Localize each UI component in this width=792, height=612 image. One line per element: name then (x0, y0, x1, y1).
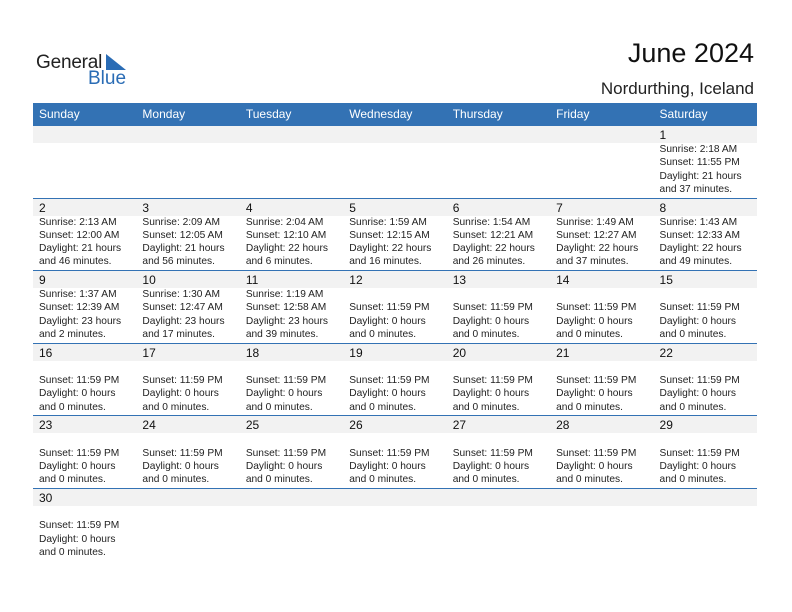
day-detail-line: and 0 minutes. (659, 401, 727, 413)
day-number (246, 126, 343, 143)
day-number: 21 (556, 345, 570, 360)
calendar-title: June 2024 (627, 38, 754, 68)
day-detail-line: and 49 minutes. (659, 256, 733, 268)
day-detail-line: Daylight: 0 hours (349, 388, 426, 400)
day-detail-line: Daylight: 22 hours (659, 243, 742, 255)
day-detail-line: Sunset: 11:59 PM (556, 447, 637, 459)
day-number: 14 (556, 273, 570, 288)
day-detail-line: Daylight: 0 hours (39, 533, 116, 545)
day-number: 16 (39, 345, 53, 360)
day-detail-line: Sunset: 11:59 PM (452, 447, 533, 459)
day-detail-line (556, 361, 653, 374)
day-detail-line: Sunset: 12:15 AM (349, 229, 430, 241)
day-cell (550, 416, 653, 486)
day-cell (343, 126, 446, 196)
day-detail-line: and 2 minutes. (39, 329, 106, 341)
day-detail-line (246, 433, 343, 446)
day-detail-line (453, 433, 550, 446)
day-detail-line: Daylight: 0 hours (556, 388, 633, 400)
day-detail-line: Sunset: 12:39 AM (39, 302, 120, 314)
day-detail-line: and 37 minutes. (556, 256, 629, 268)
day-cell (343, 344, 446, 414)
day-detail-line (556, 433, 653, 446)
day-number (556, 126, 653, 143)
day-cell (240, 344, 343, 414)
day-cell (33, 126, 136, 196)
day-detail-line: and 0 minutes. (452, 401, 520, 413)
day-cell (447, 416, 550, 486)
day-cell (240, 126, 343, 196)
day-detail-line: and 0 minutes. (39, 546, 106, 558)
day-cell (447, 271, 550, 341)
day-cell (33, 416, 136, 486)
weekday-label: Thursday (452, 107, 503, 121)
day-detail-line: and 0 minutes. (142, 401, 210, 413)
day-detail-line: and 0 minutes. (452, 474, 520, 486)
week-days (33, 271, 757, 341)
day-number (453, 126, 550, 143)
day-detail-line: and 0 minutes. (659, 329, 727, 341)
day-number: 26 (349, 418, 363, 433)
day-number: 9 (39, 273, 46, 288)
day-detail-line: Daylight: 23 hours (142, 315, 225, 327)
day-detail-line: Daylight: 0 hours (349, 315, 426, 327)
day-number (39, 126, 136, 143)
day-detail-line: Daylight: 0 hours (245, 388, 323, 400)
day-detail-line: and 0 minutes. (556, 401, 623, 413)
day-detail-line: Sunset: 12:00 AM (39, 229, 120, 241)
day-detail-line (39, 506, 136, 519)
day-number: 27 (452, 418, 467, 433)
day-detail-line: and 37 minutes. (659, 183, 733, 195)
day-detail-line: Daylight: 22 hours (556, 243, 639, 255)
day-detail-line: and 0 minutes. (349, 474, 417, 486)
day-cell (33, 199, 136, 269)
day-detail-line: Daylight: 0 hours (142, 388, 219, 400)
day-detail-line: Daylight: 0 hours (556, 315, 633, 327)
day-detail-line (660, 361, 757, 374)
day-detail-line (453, 361, 550, 374)
weekday-label: Tuesday (245, 107, 292, 121)
day-number: 7 (556, 200, 563, 215)
day-detail-line: Daylight: 21 hours (39, 243, 122, 255)
weekday-label: Wednesday (349, 107, 413, 121)
day-detail-line: Daylight: 0 hours (245, 460, 323, 472)
day-detail-line: Daylight: 0 hours (39, 388, 116, 400)
day-detail-line: Daylight: 0 hours (659, 388, 736, 400)
day-number: 15 (659, 273, 673, 288)
day-cell (136, 344, 239, 414)
weekday-label: Monday (142, 107, 186, 121)
day-cell (240, 416, 343, 486)
day-detail-line: Sunset: 11:59 PM (142, 375, 223, 387)
day-cell (654, 344, 757, 414)
day-cell (240, 199, 343, 269)
week-row (33, 271, 757, 344)
day-detail-line: Sunset: 11:59 PM (452, 302, 533, 314)
day-detail-line (349, 433, 446, 446)
day-cell (136, 126, 239, 196)
day-cell (136, 416, 239, 486)
day-cell (447, 126, 550, 196)
day-detail-line: Daylight: 23 hours (39, 315, 122, 327)
day-detail-line: and 56 minutes. (142, 256, 215, 268)
day-detail-line: Daylight: 22 hours (349, 243, 432, 255)
day-cell (550, 199, 653, 269)
day-detail-line: Sunset: 11:59 PM (659, 302, 740, 314)
day-detail-line (142, 361, 239, 374)
day-cell (447, 199, 550, 269)
day-detail-line: and 0 minutes. (349, 329, 417, 341)
day-cell (654, 271, 757, 341)
day-detail-line: and 46 minutes. (39, 256, 112, 268)
day-number: 2 (39, 200, 46, 215)
logo-text-blue: Blue (88, 68, 127, 89)
day-number: 20 (452, 345, 467, 360)
day-cell (343, 271, 446, 341)
day-detail-line: and 0 minutes. (39, 401, 106, 413)
day-detail-line (142, 433, 239, 446)
day-detail-line: Sunset: 11:59 PM (142, 447, 223, 459)
day-detail-line (660, 288, 757, 301)
day-detail-line: Sunset: 12:58 AM (245, 302, 327, 314)
day-detail-line: Daylight: 0 hours (452, 315, 530, 327)
day-detail-line: Sunset: 11:59 PM (39, 447, 120, 459)
day-number: 24 (142, 418, 156, 433)
day-detail-line: Sunrise: 2:18 AM (659, 144, 738, 155)
day-detail-line (453, 288, 550, 301)
day-detail-line: and 39 minutes. (245, 329, 319, 341)
day-number: 4 (245, 200, 253, 215)
day-number: 3 (142, 200, 150, 215)
day-detail-line: Daylight: 22 hours (452, 243, 535, 255)
day-detail-line (349, 361, 446, 374)
day-detail-line: Sunset: 11:59 PM (349, 375, 430, 387)
day-detail-line: and 0 minutes. (245, 401, 313, 413)
day-detail-line: Sunset: 12:10 AM (245, 229, 327, 241)
day-cell (447, 344, 550, 414)
day-detail-line: Daylight: 0 hours (659, 315, 736, 327)
day-detail-line: Daylight: 21 hours (659, 170, 742, 182)
day-number: 1 (659, 128, 667, 142)
day-cell (33, 271, 136, 341)
day-cell (550, 126, 653, 196)
week-days (33, 126, 757, 196)
day-number: 5 (349, 200, 356, 215)
day-cell (550, 344, 653, 414)
week-days (33, 489, 757, 559)
day-detail-line: Sunrise: 1:30 AM (142, 289, 221, 301)
day-detail-line: Sunset: 11:59 PM (349, 302, 430, 314)
day-detail-line: Sunrise: 1:49 AM (556, 216, 634, 228)
day-detail-line: Sunset: 11:59 PM (245, 447, 327, 459)
weekday-label: Sunday (39, 107, 80, 121)
week-row (33, 126, 757, 199)
day-number: 25 (245, 418, 260, 433)
calendar-grid (33, 103, 757, 562)
day-detail-line: Sunset: 11:59 PM (39, 520, 120, 532)
day-detail-line: Daylight: 0 hours (556, 460, 633, 472)
day-number: 11 (245, 273, 259, 288)
day-detail-line: Daylight: 0 hours (452, 388, 530, 400)
day-number: 10 (142, 273, 156, 288)
day-detail-line: and 0 minutes. (556, 474, 623, 486)
day-cell (654, 126, 757, 196)
day-detail-line: and 0 minutes. (452, 329, 520, 341)
week-row (33, 416, 757, 489)
day-cell (33, 489, 136, 559)
day-detail-line (39, 361, 136, 374)
day-number: 29 (659, 418, 673, 433)
day-detail-line (39, 433, 136, 446)
day-cell (136, 199, 239, 269)
day-cell (343, 199, 446, 269)
weekday-label: Saturday (659, 107, 708, 121)
day-detail-line: Sunrise: 2:09 AM (142, 216, 221, 228)
day-detail-line: Sunset: 12:27 AM (556, 229, 637, 241)
day-detail-line: and 26 minutes. (452, 256, 526, 268)
day-number: 30 (39, 490, 53, 505)
calendar-location: Nordurthing, Iceland (600, 79, 754, 98)
day-detail-line: and 0 minutes. (142, 474, 210, 486)
day-detail-line: Sunset: 11:59 PM (659, 447, 740, 459)
day-cell (654, 416, 757, 486)
day-detail-line: Daylight: 21 hours (142, 243, 225, 255)
day-detail-line (660, 433, 757, 446)
day-number: 18 (245, 345, 260, 360)
day-detail-line: Sunset: 11:55 PM (659, 157, 740, 169)
weekday-header (33, 103, 757, 126)
day-cell (550, 271, 653, 341)
day-detail-line: Sunrise: 2:04 AM (245, 216, 324, 228)
week-row (33, 344, 757, 417)
day-detail-line: Sunrise: 1:37 AM (39, 289, 117, 301)
day-detail-line: Sunset: 11:59 PM (452, 375, 533, 387)
day-detail-line: Sunset: 11:59 PM (556, 302, 637, 314)
day-cell (33, 344, 136, 414)
week-days (33, 416, 757, 486)
brand-logo (36, 50, 156, 90)
day-number (142, 126, 239, 143)
day-detail-line: and 0 minutes. (245, 474, 313, 486)
day-detail-line: Sunrise: 1:59 AM (349, 216, 427, 228)
weekday-label: Friday (556, 107, 590, 121)
day-detail-line: Sunset: 12:47 AM (142, 302, 223, 314)
day-detail-line: Sunset: 11:59 PM (39, 375, 120, 387)
day-detail-line (349, 288, 446, 301)
day-number: 28 (556, 418, 570, 433)
day-cell (654, 199, 757, 269)
day-number: 6 (452, 200, 460, 215)
day-detail-line: Sunrise: 1:19 AM (245, 289, 324, 301)
day-cell (343, 416, 446, 486)
day-number: 22 (659, 345, 673, 360)
day-detail-line: Sunrise: 2:13 AM (39, 216, 117, 228)
day-number: 17 (142, 345, 156, 360)
week-days (33, 199, 757, 269)
day-detail-line: Sunrise: 1:54 AM (452, 216, 531, 228)
day-detail-line: Sunset: 12:21 AM (452, 229, 534, 241)
day-detail-line: Sunset: 11:59 PM (556, 375, 637, 387)
day-detail-line: Daylight: 0 hours (349, 460, 426, 472)
day-detail-line: Sunset: 12:05 AM (142, 229, 223, 241)
day-cell (240, 271, 343, 341)
day-detail-line: Daylight: 0 hours (142, 460, 219, 472)
day-detail-line: and 0 minutes. (39, 474, 106, 486)
day-detail-line: and 0 minutes. (349, 401, 417, 413)
day-detail-line: and 0 minutes. (659, 474, 727, 486)
day-detail-line: Sunset: 11:59 PM (659, 375, 740, 387)
day-detail-line: Sunset: 11:59 PM (245, 375, 327, 387)
day-number: 13 (452, 273, 467, 288)
week-row (33, 199, 757, 272)
day-detail-line: Daylight: 0 hours (39, 460, 116, 472)
day-detail-line: Daylight: 22 hours (245, 243, 328, 255)
day-number (349, 126, 446, 143)
day-detail-line: and 6 minutes. (245, 256, 313, 268)
day-cell (136, 271, 239, 341)
logo-text-general: General (36, 52, 103, 73)
day-detail-line: Sunset: 12:33 AM (659, 229, 740, 241)
day-detail-line: Daylight: 23 hours (245, 315, 328, 327)
day-number: 12 (349, 273, 363, 288)
week-days (33, 344, 757, 414)
day-detail-line: Sunrise: 1:43 AM (659, 216, 738, 228)
day-number: 8 (659, 200, 667, 215)
day-detail-line: and 17 minutes. (142, 329, 215, 341)
day-detail-line: and 0 minutes. (556, 329, 623, 341)
week-row (33, 489, 757, 562)
day-detail-line (556, 288, 653, 301)
week-rows (33, 126, 757, 562)
day-number: 19 (349, 345, 363, 360)
day-detail-line: Sunset: 11:59 PM (349, 447, 430, 459)
day-number: 23 (39, 418, 53, 433)
day-detail-line: Daylight: 0 hours (659, 460, 736, 472)
day-detail-line: and 16 minutes. (349, 256, 422, 268)
day-detail-line: Daylight: 0 hours (452, 460, 530, 472)
day-detail-line (246, 361, 343, 374)
